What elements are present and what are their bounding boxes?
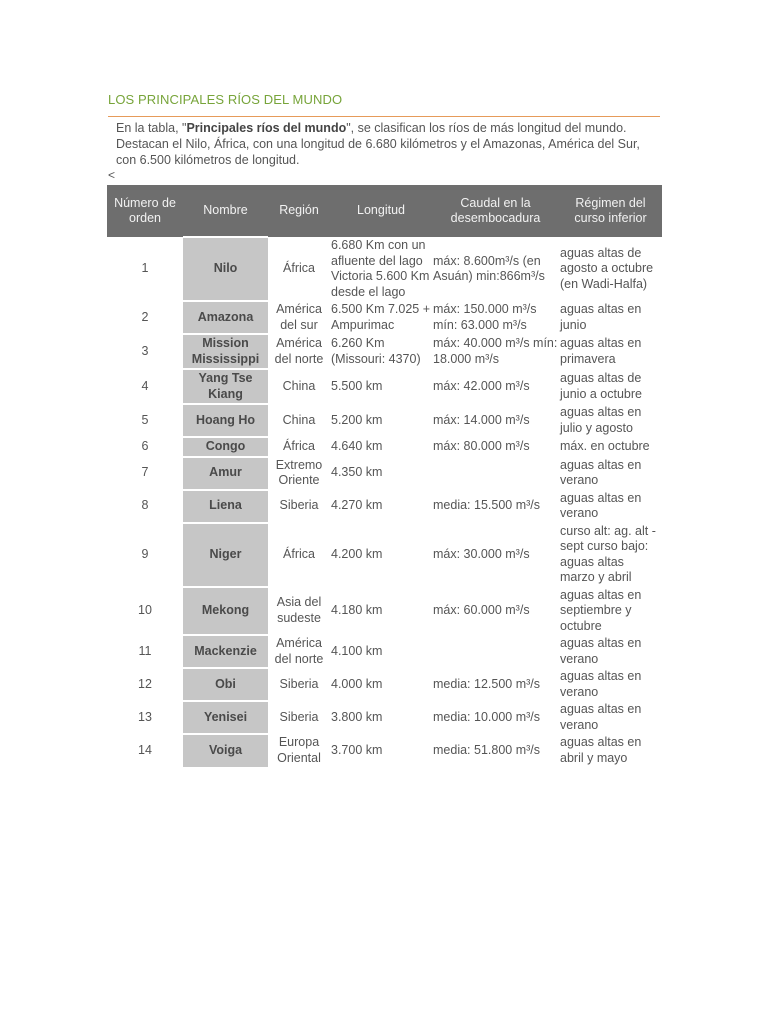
header-flow: Caudal en la desembocadura xyxy=(432,185,559,237)
river-regime: aguas altas en junio xyxy=(560,302,642,332)
river-length: 4.100 km xyxy=(331,643,383,658)
river-flow: máx: 30.000 m³/s xyxy=(433,546,530,561)
river-region: África xyxy=(283,546,315,561)
river-regime: aguas altas en verano xyxy=(560,490,642,520)
intro-text-bold: Principales ríos del mundo xyxy=(186,121,347,135)
river-name: Voiga xyxy=(183,734,268,767)
header-number: Número de orden xyxy=(107,185,183,237)
river-regime: aguas altas en verano xyxy=(560,457,642,487)
row-number: 14 xyxy=(138,742,152,757)
river-regime: aguas altas en verano xyxy=(560,636,642,666)
river-flow: media: 10.000 m³/s xyxy=(433,709,540,724)
river-region: América del norte xyxy=(274,636,324,666)
row-number: 4 xyxy=(141,378,149,393)
river-length: 4.270 km xyxy=(331,498,383,513)
table-row xyxy=(107,334,662,369)
river-regime: aguas altas de agosto a octubre (en Wadi-Halfa) xyxy=(560,245,654,291)
header-regime: Régimen del curso inferior xyxy=(559,185,662,237)
row-number: 8 xyxy=(141,498,149,513)
river-flow: máx: 150.000 m³/s mín: 63.000 m³/s xyxy=(433,302,537,332)
river-flow: media: 12.500 m³/s xyxy=(433,676,540,691)
river-regime: aguas altas en verano xyxy=(560,702,642,732)
header-length: Longitud xyxy=(330,185,432,237)
river-length: 3.800 km xyxy=(331,709,383,724)
river-flow: máx: 42.000 m³/s xyxy=(433,378,530,393)
river-flow: media: 51.800 m³/s xyxy=(433,742,540,757)
river-length: 6.260 Km (Missouri: 4370) xyxy=(331,336,421,366)
header-name: Nombre xyxy=(183,185,268,237)
table-row xyxy=(107,301,662,334)
row-number: 10 xyxy=(138,603,152,617)
intro-text-after: ", se clasifican los ríos de más longitud del mundo. Destacan el Nilo, África, con una longitud de 6.680 kilómetros y el Amazonas, América del Sur, con 6.500 kilómetros de longitud. xyxy=(116,121,640,167)
table-header-row xyxy=(107,185,662,237)
table-row xyxy=(107,668,662,701)
river-region: Siberia xyxy=(279,498,319,513)
river-flow xyxy=(432,635,559,668)
table-row xyxy=(107,437,662,457)
row-number: 12 xyxy=(138,676,152,691)
river-length: 4.640 km xyxy=(331,439,383,453)
river-regime: aguas altas en septiembre y octubre xyxy=(560,587,642,633)
river-length: 6.500 Km 7.025 + Ampurimac xyxy=(331,302,431,332)
stray-character: < xyxy=(108,168,116,182)
title-divider xyxy=(108,116,660,117)
river-region: Siberia xyxy=(279,709,319,724)
river-length: 5.500 km xyxy=(331,378,383,393)
row-number: 7 xyxy=(141,465,149,480)
row-number: 11 xyxy=(138,643,152,658)
river-name: Mekong xyxy=(183,587,268,636)
river-region: Siberia xyxy=(279,676,319,691)
river-regime: aguas altas en julio y agosto xyxy=(560,405,642,435)
page-title: LOS PRINCIPALES RÍOS DEL MUNDO xyxy=(108,92,343,107)
row-number: 6 xyxy=(141,439,149,453)
river-name: Congo xyxy=(183,437,268,457)
river-length: 4.000 km xyxy=(331,676,383,691)
river-flow: máx: 60.000 m³/s xyxy=(433,603,530,617)
river-length: 3.700 km xyxy=(331,742,383,757)
table-row xyxy=(107,587,662,636)
table-row xyxy=(107,404,662,437)
table-row xyxy=(107,635,662,668)
intro-text-before: En la tabla, " xyxy=(116,121,187,135)
river-name: Yenisei xyxy=(183,701,268,734)
row-number: 2 xyxy=(141,309,149,324)
river-regime: aguas altas en verano xyxy=(560,669,642,699)
river-name: Yang Tse Kiang xyxy=(183,369,268,404)
table-row xyxy=(107,490,662,523)
river-regime: aguas altas en primavera xyxy=(560,336,642,366)
river-name: Nilo xyxy=(183,237,268,301)
river-region: América del sur xyxy=(276,302,322,332)
river-length: 4.180 km xyxy=(331,603,383,617)
river-length: 6.680 Km con un afluente del lago Victoria 5.600 Km desde el lago xyxy=(331,238,430,299)
river-name: Amur xyxy=(183,457,268,490)
table-row xyxy=(107,523,662,587)
header-region: Región xyxy=(268,185,330,237)
river-region: China xyxy=(282,412,316,427)
table-row xyxy=(107,734,662,767)
river-flow xyxy=(432,457,559,490)
river-name: Niger xyxy=(183,523,268,587)
river-regime: curso alt: ag. alt - sept curso bajo: aguas altas marzo y abril xyxy=(560,523,656,584)
river-flow: media: 15.500 m³/s xyxy=(433,498,540,513)
river-flow: máx: 8.600m³/s (en Asuán) min:866m³/s xyxy=(433,253,545,283)
river-flow: máx: 40.000 m³/s mín: 18.000 m³/s xyxy=(433,336,558,366)
river-length: 4.350 km xyxy=(331,465,383,480)
row-number: 3 xyxy=(141,343,149,358)
row-number: 1 xyxy=(141,261,149,276)
river-regime: aguas altas de junio a octubre xyxy=(560,371,643,401)
river-length: 5.200 km xyxy=(331,412,383,427)
row-number: 5 xyxy=(141,412,149,427)
river-regime: aguas altas en abril y mayo xyxy=(560,735,642,765)
river-region: África xyxy=(283,439,315,453)
table-row xyxy=(107,701,662,734)
rivers-table xyxy=(107,185,662,767)
river-name: Obi xyxy=(183,668,268,701)
river-flow: máx: 14.000 m³/s xyxy=(433,412,530,427)
row-number: 13 xyxy=(138,709,152,724)
river-name: Amazona xyxy=(183,301,268,334)
row-number: 9 xyxy=(141,546,149,561)
river-flow: máx: 80.000 m³/s xyxy=(433,439,530,453)
river-region: Asia del sudeste xyxy=(276,595,322,625)
table-row xyxy=(107,237,662,301)
table-row xyxy=(107,369,662,404)
river-region: Europa Oriental xyxy=(277,735,321,765)
river-region: China xyxy=(282,378,316,393)
river-region: África xyxy=(283,261,315,276)
intro-paragraph xyxy=(116,120,661,168)
table-row xyxy=(107,457,662,490)
river-region: Extremo Oriente xyxy=(275,457,323,487)
river-region: América del norte xyxy=(274,336,324,366)
river-name: Mission Mississippi xyxy=(183,334,268,369)
river-name: Liena xyxy=(183,490,268,523)
river-regime: máx. en octubre xyxy=(560,439,650,453)
river-name: Mackenzie xyxy=(183,635,268,668)
river-name: Hoang Ho xyxy=(183,404,268,437)
river-length: 4.200 km xyxy=(331,546,383,561)
